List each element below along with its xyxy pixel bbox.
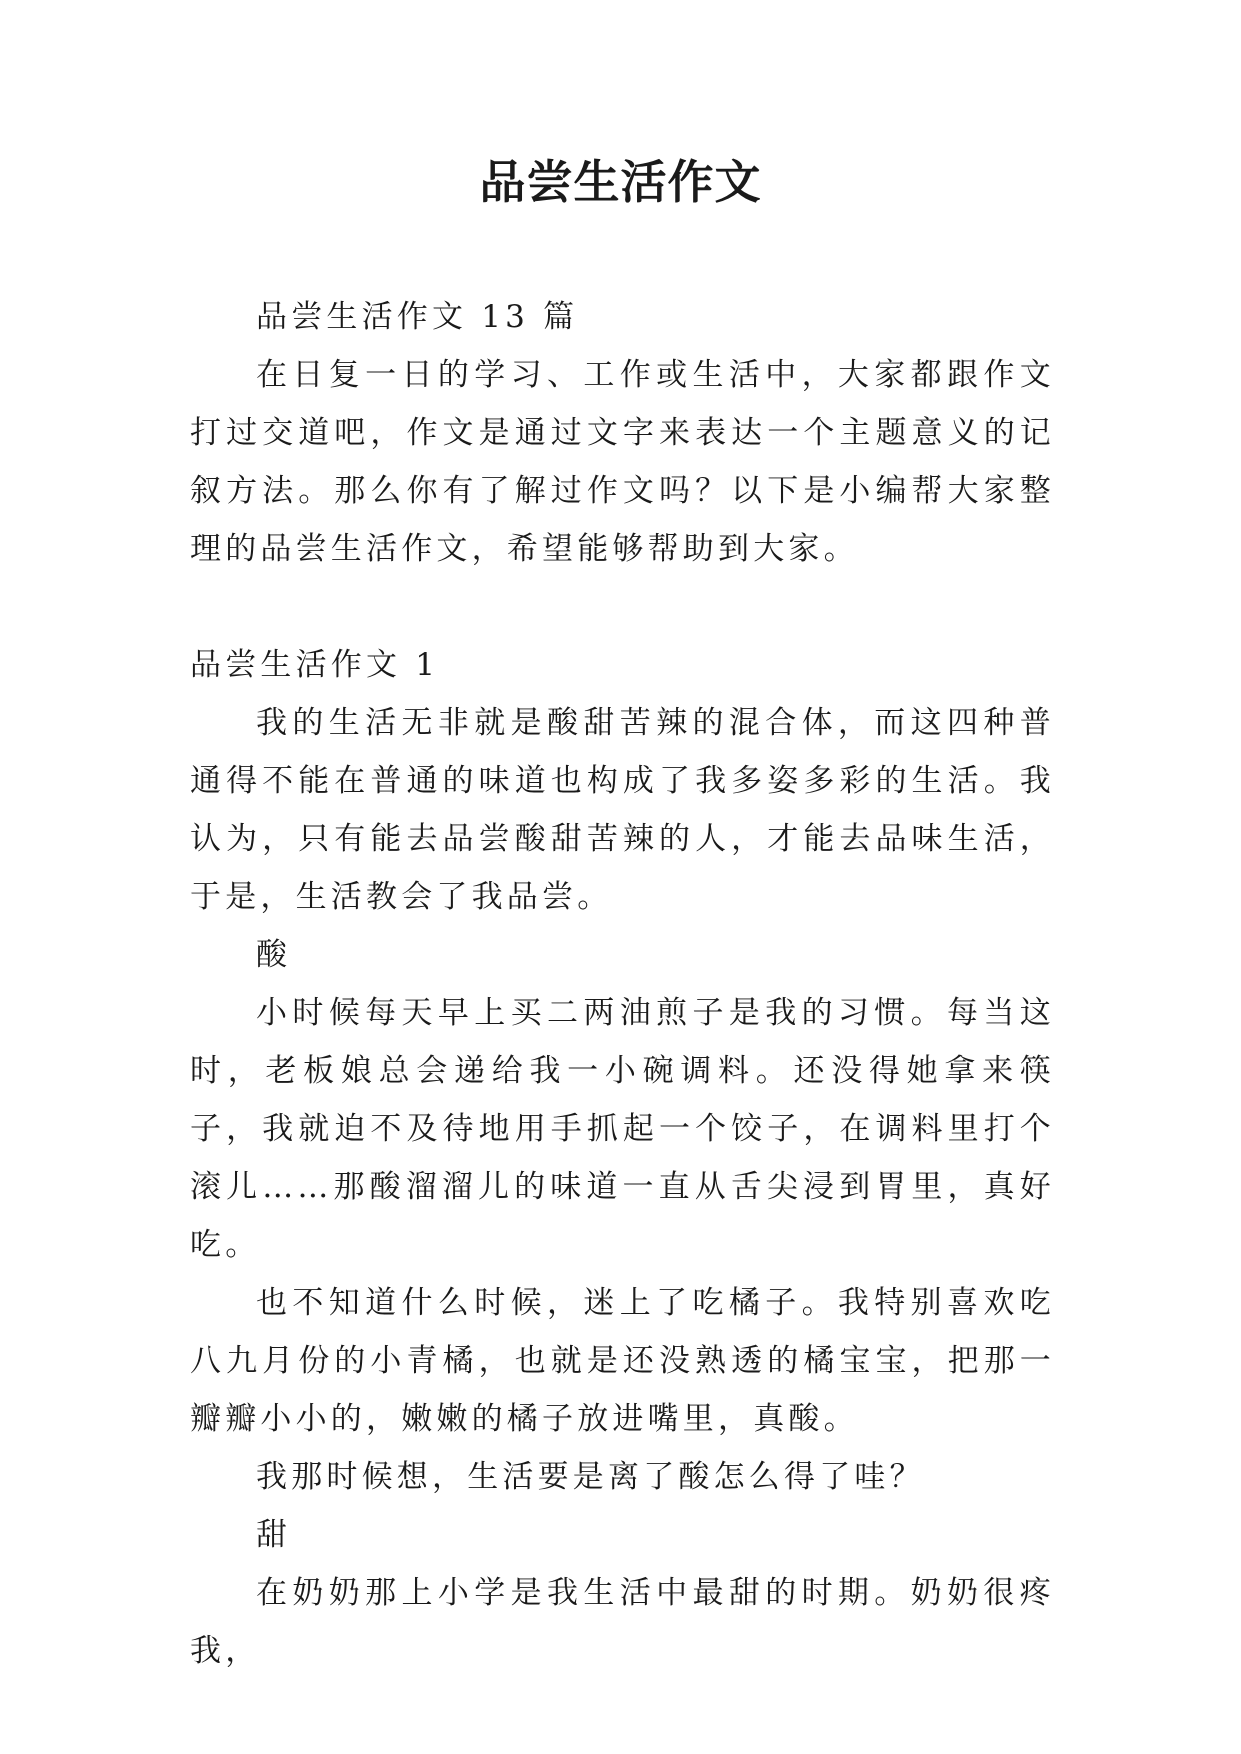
document-body <box>190 288 1055 1680</box>
paragraph: 在奶奶那上小学是我生活中最甜的时期。奶奶很疼我， <box>190 1575 1055 1669</box>
document-subtitle: 品尝生活作文 13 篇 <box>256 299 579 335</box>
paragraph: 我那时候想，生活要是离了酸怎么得了哇？ <box>256 1459 925 1495</box>
section-heading: 品尝生活作文 1 <box>190 647 440 683</box>
paragraph: 也不知道什么时候，迷上了吃橘子。我特别喜欢吃八九月份的小青橘，也就是还没熟透的橘宝宝，把那一瓣瓣小小的，嫩嫩的橘子放进嘴里，真酸。 <box>190 1285 1055 1437</box>
paragraph: 小时候每天早上买二两油煎子是我的习惯。每当这时，老板娘总会递给我一小碗调料。还没得她拿来筷子，我就迫不及待地用手抓起一个饺子，在调料里打个滚儿……那酸溜溜儿的味道一直从舌尖浸到胃里，真好吃。 <box>190 995 1055 1263</box>
intro-paragraph: 在日复一日的学习、工作或生活中，大家都跟作文打过交道吧，作文是通过文字来表达一个主题意义的记叙方法。那么你有了解过作文吗？以下是小编帮大家整理的品尝生活作文，希望能够帮助到大家。 <box>190 357 1055 567</box>
subheading-sweet: 甜 <box>256 1517 292 1553</box>
paragraph: 我的生活无非就是酸甜苦辣的混合体，而这四种普通得不能在普通的味道也构成了我多姿多彩的生活。我认为，只有能去品尝酸甜苦辣的人，才能去品味生活，于是，生活教会了我品尝。 <box>190 705 1055 915</box>
subheading-sour: 酸 <box>256 937 292 973</box>
document-title: 品尝生活作文 <box>479 155 762 209</box>
